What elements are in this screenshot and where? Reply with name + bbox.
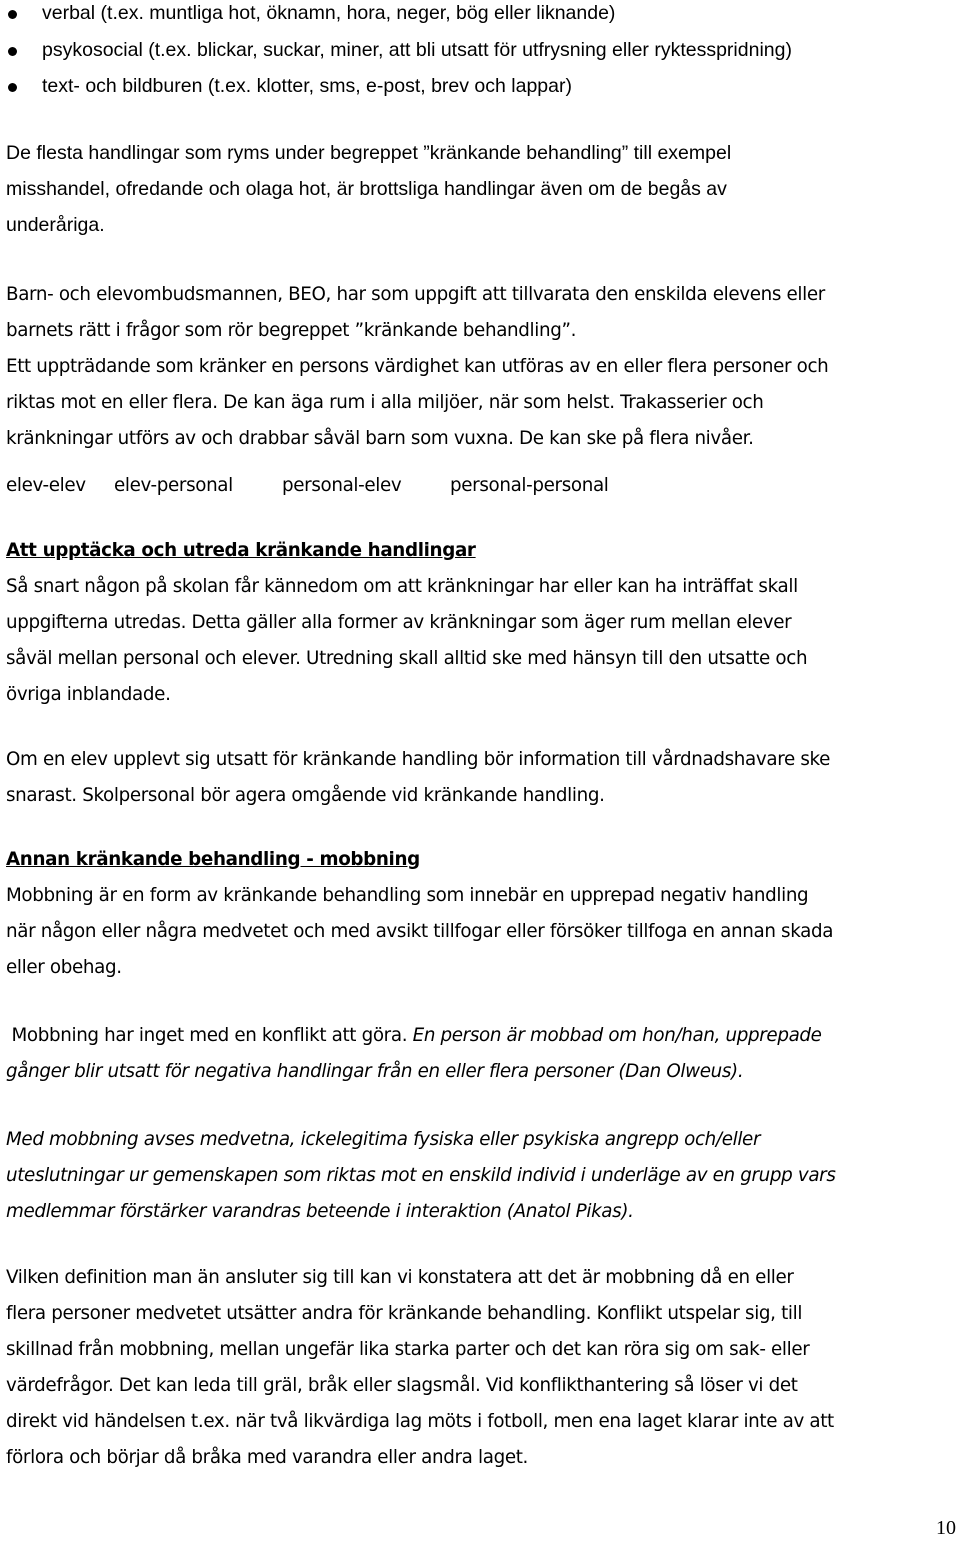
section-heading: Annan kränkande behandling - mobbning	[6, 849, 420, 870]
role-label: personal-elev	[282, 475, 402, 496]
section-bullying: Annan kränkande behandling - mobbning Mobbning är en form av kränkande behandling som innebär en upprepad negativ handling när någon eller några medvetet och med avsikt tillfogar eller försöker tillfoga en annan skada eller obehag.	[6, 842, 956, 986]
list-item: verbal (t.ex. muntliga hot, öknamn, hora, neger, bög eller liknande)	[42, 2, 615, 25]
paragraph-beo: Barn- och elevombudsmannen, BEO, har som uppgift att tillvarata den enskilda elevens eller barnets rätt i frågor som rör begreppet ”kränkande behandling”. Ett uppträdande som kränker en persons värdighet kan utföras av en eller flera personer och riktas mot en eller flera. De kan äga rum i alla miljöer, när som helst. Trakasserier och kränkningar utförs av och drabbar såväl barn som vuxna. De kan ske på flera nivåer.	[6, 284, 829, 449]
paragraph-pikas: Med mobbning avses medvetna, ickelegitima fysiska eller psykiska angrepp och/eller uteslutningar ur gemenskapen som riktas mot en enskild individ i underläge av en grupp vars medlemmar förstärker varandras beteende i interaktion (Anatol Pikas).	[6, 1129, 836, 1222]
list-item: text- och bildburen (t.ex. klotter, sms, e-post, brev och lappar)	[42, 75, 572, 98]
section-heading: Att upptäcka och utreda kränkande handlingar	[6, 540, 476, 561]
list-item: psykosocial (t.ex. blickar, suckar, miner, att bli utsatt för utfrysning eller ryktesspridning)	[42, 39, 792, 62]
role-label: personal-personal	[450, 475, 609, 496]
page-number: 10	[936, 1517, 956, 1539]
bullet-icon	[8, 10, 17, 19]
paragraph-olweus: Mobbning har inget med en konflikt att göra. En person är mobbad om hon/han, upprepade gånger blir utsatt för negativa handlingar från en eller flera personer (Dan Olweus).	[6, 1025, 822, 1082]
role-label: elev-elev	[6, 475, 86, 496]
role-label: elev-personal	[114, 475, 233, 496]
paragraph-inform: Om en elev upplevt sig utsatt för kränkande handling bör information till vårdnadshavare ske snarast. Skolpersonal bör agera omgående vid kränkande handling.	[6, 749, 831, 806]
bullet-icon	[8, 83, 17, 92]
section-investigate: Att upptäcka och utreda kränkande handlingar Så snart någon på skolan får kännedom om att kränkningar har eller kan ha inträffat skall uppgifterna utredas. Detta gäller alla former av kränkningar som äger rum mellan elever såväl mellan personal och elever. Utredning skall alltid ske med hänsyn till den utsatte och övriga inblandade.	[6, 533, 956, 713]
bullet-icon	[8, 47, 17, 56]
paragraph-conflict: Vilken definition man än ansluter sig till kan vi konstatera att det är mobbning då en eller flera personer medvetet utsätter andra för kränkande behandling. Konflikt utspelar sig, till skillnad från mobbning, mellan ungefär lika starka parter och det kan röra sig om sak- eller värdefrågor. Det kan leda till gräl, bråk eller slagsmål. Vid konflikthantering så löser vi det direkt vid händelsen t.ex. när två likvärdiga lag möts i fotboll, men ena laget klarar inte av att förlora och börjar då bråka med varandra eller andra laget.	[6, 1267, 834, 1468]
paragraph-crime: De flesta handlingar som ryms under begreppet ”kränkande behandling” till exempel misshandel, ofredande och olaga hot, är brottsliga handlingar även om de begås av underåriga.	[6, 142, 732, 236]
